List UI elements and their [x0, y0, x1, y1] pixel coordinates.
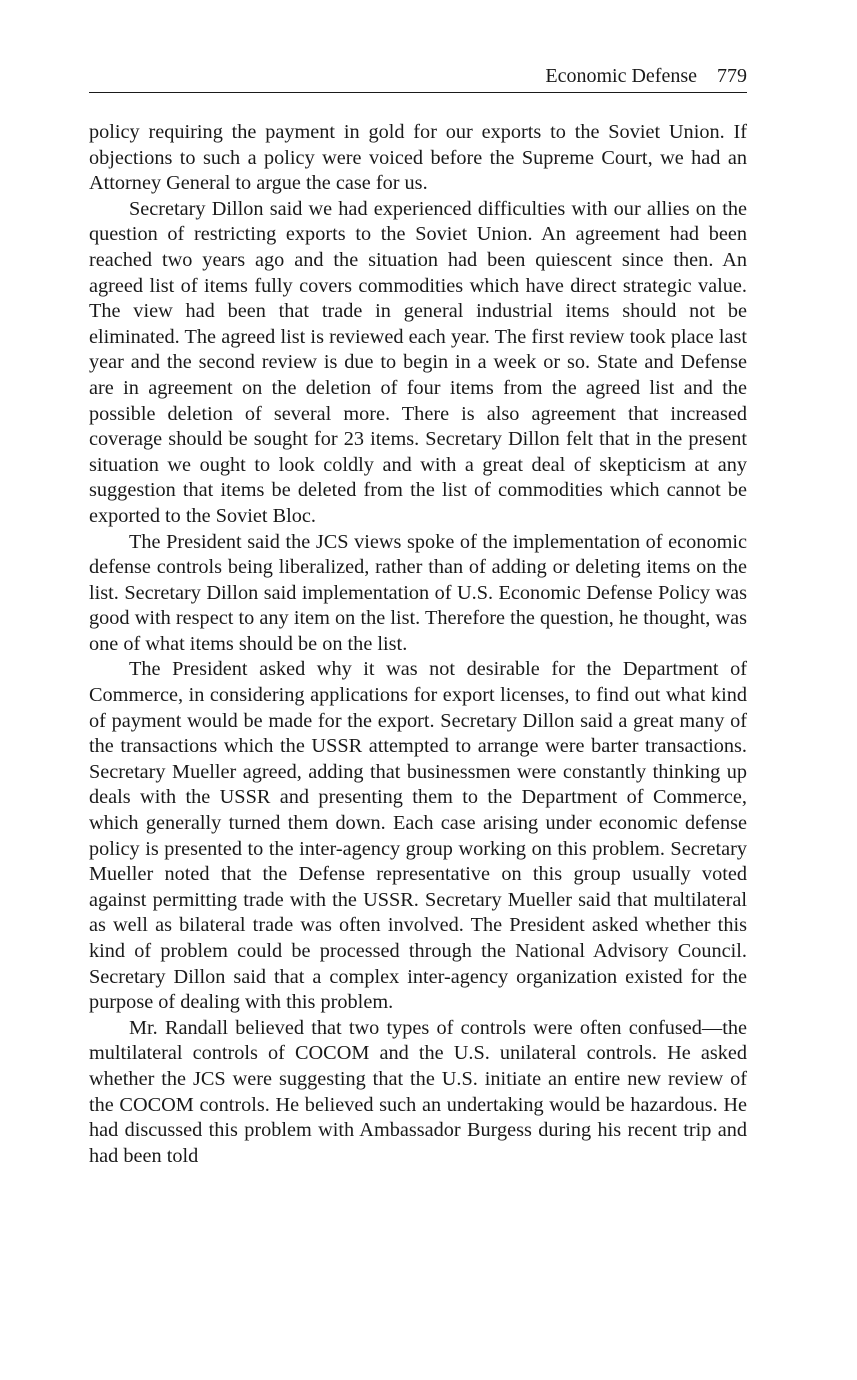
running-head-title: Economic Defense — [545, 65, 697, 87]
paragraph-president-jcs-views: The President said the JCS views spoke of the implementation of economic defense controls being liberalized, rather than of adding or deleting items on the list. Secretary Dillon said implementation of U.S. Economic Defense Policy was good with respect to any item on the list. Therefore the question, he thought, was one of what items should be on the list. — [89, 530, 747, 655]
running-head — [89, 62, 747, 93]
paragraph-continuation: policy requiring the payment in gold for our exports to the Soviet Union. If objections to such a policy were voiced before the Supreme Court, we had an Attorney General to argue the case for us. — [89, 121, 747, 195]
paragraph-randall-controls: Mr. Randall believed that two types of controls were often confused—the multilateral controls of COCOM and the U.S. unilateral controls. He asked whether the JCS were suggesting that the U.S. initiate an entire new review of the COCOM controls. He believed such an undertaking would be hazardous. He had discussed this problem with Ambassador Burgess during his recent trip and had been told — [89, 1016, 747, 1167]
body-text — [89, 120, 747, 1169]
page-number: 779 — [717, 65, 747, 87]
paragraph-president-commerce: The President asked why it was not desirable for the Department of Commerce, in considering applications for export licenses, to find out what kind of payment would be made for the export. Secretary Dillon said a great many of the transactions which the USSR attempted to arrange were barter transactions. Secretary Mueller agreed, adding that businessmen were constantly thinking up deals with the USSR and presenting them to the Department of Commerce, which generally turned them down. Each case arising under economic defense policy is presented to the inter-agency group working on this problem. Secretary Mueller noted that the Defense representative on this group usually voted against permitting trade with the USSR. Secretary Mueller said that multilateral as well as bilateral trade was often involved. The President asked whether this kind of problem could be processed through the National Advisory Council. Secretary Dillon said that a complex inter-agency organization existed for the purpose of dealing with this problem. — [89, 658, 747, 1014]
paragraph-dillon-exports: Secretary Dillon said we had experienced difficulties with our allies on the question of restricting exports to the Soviet Union. An agreement had been reached two years ago and the situation had been quiescent since then. An agreed list of items fully covers commodities which have direct strategic value. The view had been that trade in general industrial items should not be eliminated. The agreed list is reviewed each year. The first review took place last year and the second review is due to begin in a week or so. State and Defense are in agreement on the deletion of four items from the agreed list and the possible deletion of several more. There is also agreement that increased coverage should be sought for 23 items. Secretary Dillon felt that in the present situation we ought to look coldly and with a great deal of skepticism at any suggestion that items be deleted from the list of commodities which cannot be exported to the Soviet Bloc. — [89, 197, 747, 527]
document-page — [89, 62, 747, 1169]
